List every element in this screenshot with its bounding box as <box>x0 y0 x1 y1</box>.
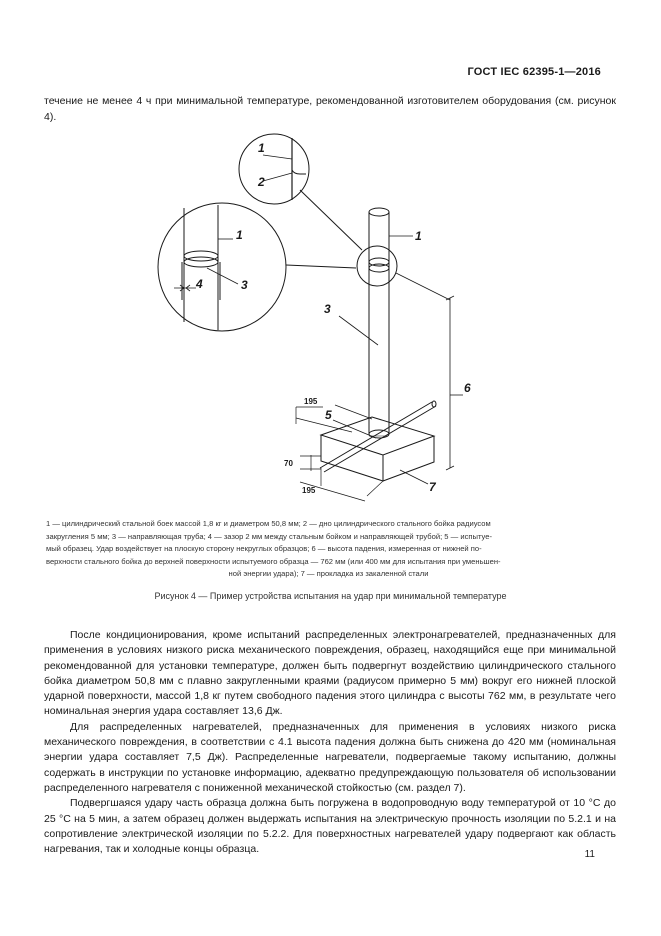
legend-line: закругления 5 мм; 3 — направляющая труба; 4 — зазор 2 мм между стальным бойком и направляющей трубой; 5 — испытуе- <box>46 531 492 541</box>
paragraph: После кондиционирования, кроме испытаний распределенных электронагревателей, предназначенных для применения в условиях низкого риска механического повреждения, образец, находящийся еще при минимальной рекомендованной для установки температуре, должен быть подвергнут воздействию цилиндрического стального бойка диаметром 50,8 мм с плавно закругленными краями (радиусом примерно 5 мм) вокруг его нижней плоской ударной поверхности, массой 1,8 кг путем свободного падения этого цилиндра с высоты 762 мм, в результате чего номинальная энергия удара составляет 13,6 Дж. <box>44 629 616 718</box>
legend-line: 1 — цилиндрический стальной боек массой 1,8 кг и диаметром 50,8 мм; 2 — дно цилиндрического стального бойка радиусом <box>46 519 491 528</box>
dimension-195-bottom: 195 <box>302 486 316 495</box>
label-7-steel-plate: 7 <box>429 480 436 494</box>
figure-caption: Рисунок 4 — Пример устройства испытания на удар при минимальной температуре <box>154 591 507 601</box>
label-4-gap: 4 <box>196 277 203 291</box>
page-number: 11 <box>584 849 595 860</box>
label-1-striker-small: 1 <box>258 141 265 155</box>
intro-text: течение не менее 4 ч при минимальной температуре, рекомендованной изготовителем оборудования (см. рисунок 4). <box>44 95 616 123</box>
detail-circle-large <box>158 203 286 331</box>
legend-line: верхности стального бойка до верхней поверхности испытуемого образца — 762 мм (или 400 мм для испытания при уменьшен- <box>46 556 501 566</box>
legend-line: мый образец. Удар воздействует на плоскую сторону некруглых образцов; 6 — высота падения, измеренная от нижней по- <box>46 544 482 553</box>
dimension-70: 70 <box>284 459 293 468</box>
standard-header: ГОСТ IEC 62395-1—2016 <box>467 66 601 78</box>
legend-line: ной энергии удара); 7 — прокладка из закаленной стали <box>228 569 429 578</box>
label-1-striker-large: 1 <box>236 228 243 242</box>
figure-legend <box>46 518 611 581</box>
dimension-195-top: 195 <box>304 397 318 406</box>
label-3-guide-tube: 3 <box>324 302 331 316</box>
label-6-drop-height: 6 <box>464 381 471 395</box>
label-3-guide-tube-detail: 3 <box>241 278 248 292</box>
paragraph: Для распределенных нагревателей, предназначенных для применения в условиях низкого риска механического повреждения, в соответствии с 4.1 высота падения должна быть снижена до 420 мм (номинальная энергии удара составляет 7,5 Дж). Распределенные нагреватели, подвергаемые такому испытанию, должны содержать в инструкции по установке информацию, адекватно предупреждающую пользователя об использовании распределенного нагревателя с пониженной механической стойкостью (см. раздел 7). <box>44 720 616 794</box>
label-5-sample: 5 <box>325 408 332 422</box>
paragraph: Подвергшаяся удару часть образца должна быть погружена в водопроводную воду температурой от 10 °С до 25 °С на 5 мин, а затем образец должен выдержать испытания на электрическую прочность изоляции по 5.2.1 и на сопротивление электрической изоляции по 5.2.2. Для поверхностных нагревателей удару подвергают как область нагревания, так и холодные концы образца. <box>44 797 616 856</box>
label-1-striker: 1 <box>415 229 422 243</box>
label-2-striker-bottom: 2 <box>258 175 265 189</box>
body-text <box>44 628 616 857</box>
detail-circle-small <box>239 134 309 204</box>
